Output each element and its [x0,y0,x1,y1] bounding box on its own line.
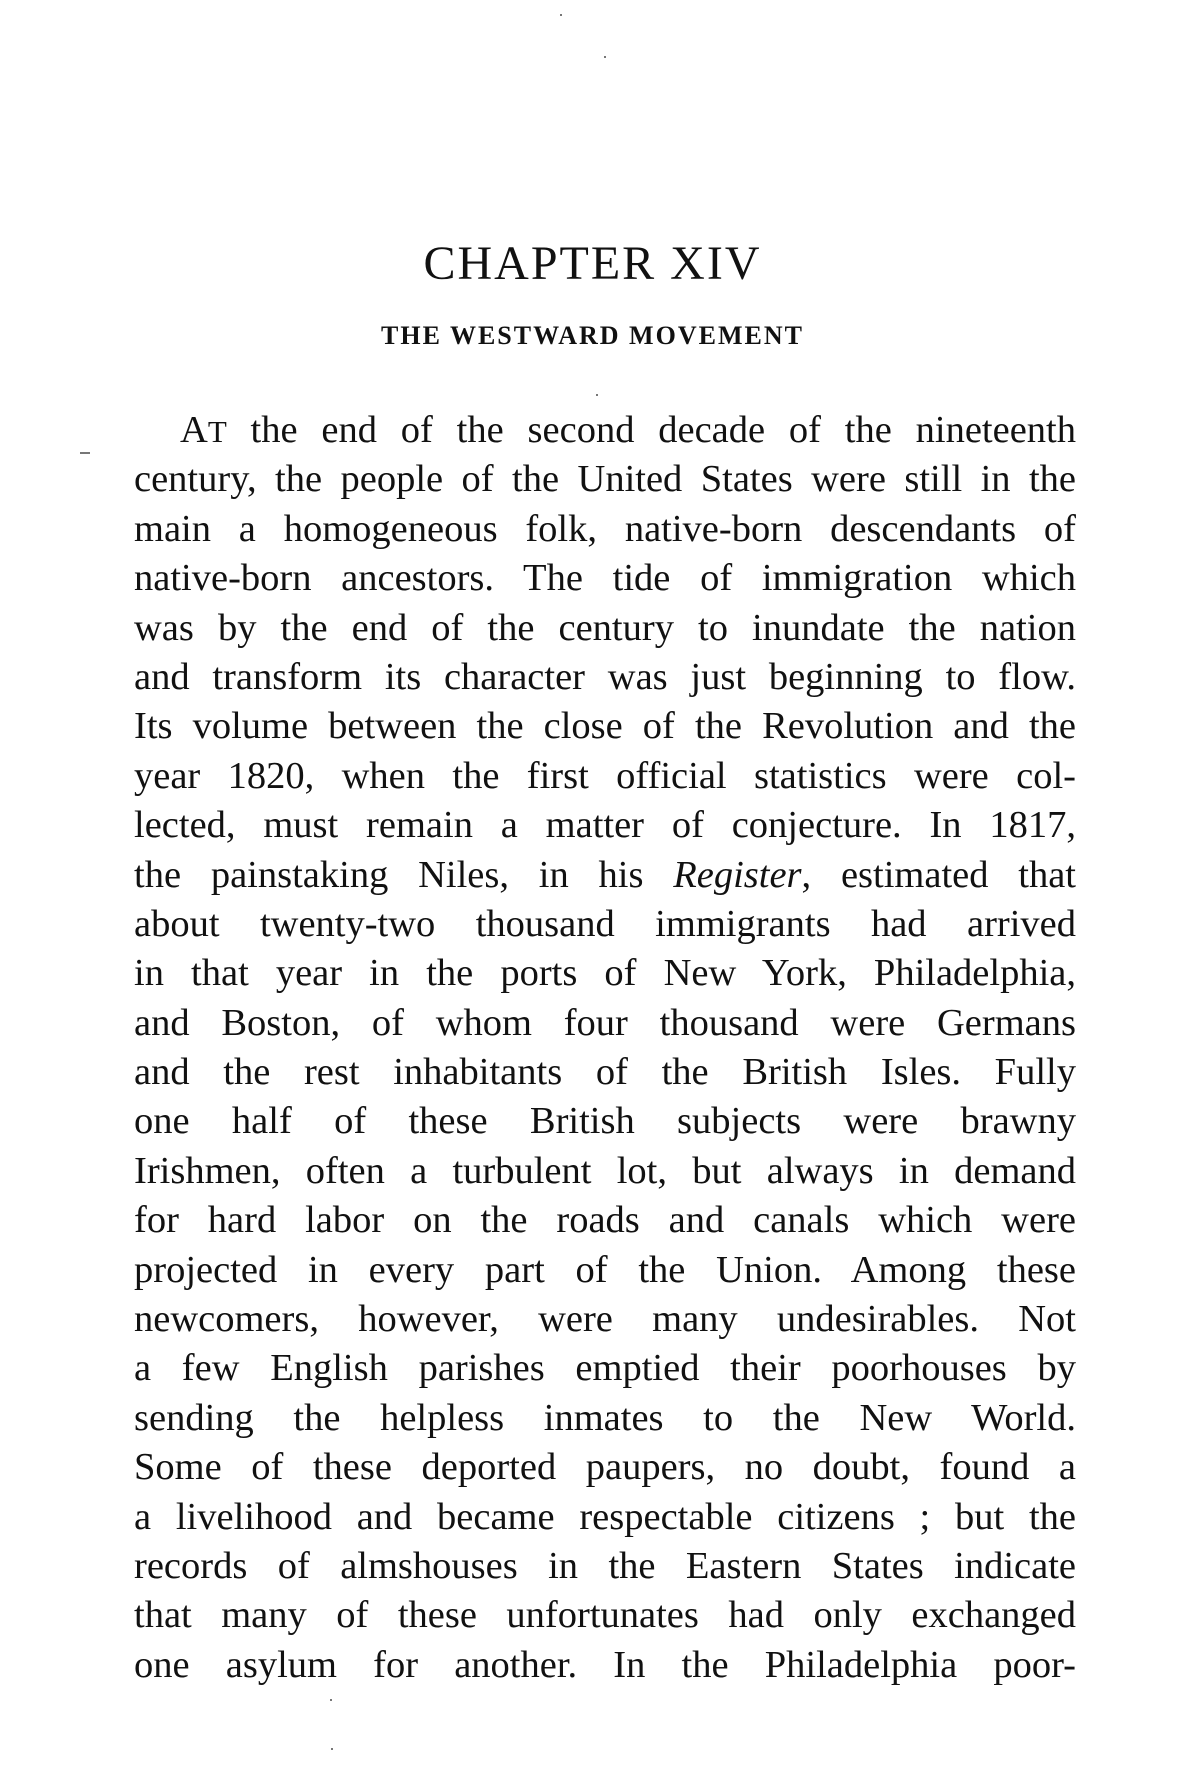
text-line-24: records of almshouses in the Eastern States indicate [134,1544,1076,1587]
text-line-13: and Boston, of whom four thousand were Germans [134,1001,1076,1044]
text-line-11: about twenty-two thousand immigrants had arrived [134,902,1076,945]
text-line-16: Irishmen, often a turbulent lot, but always in demand [134,1149,1076,1192]
speck [604,56,606,58]
chapter-title: THE WESTWARD MOVEMENT [381,321,804,350]
text-line-18: projected in every part of the Union. Among these [134,1248,1076,1291]
text-line-10 [134,851,1076,900]
register-title: Register [673,853,802,896]
text-line-9: lected, must remain a matter of conjecture. In 1817, [134,804,1076,847]
speck [331,1748,333,1750]
speck [80,452,90,454]
text-line-17: for hard labor on the roads and canals which were [134,1199,1076,1242]
text-line-21: sending the helpless inmates to the New World. [134,1396,1076,1439]
text-line-19: newcomers, however, were many undesirables. Not [134,1298,1076,1341]
speck [560,14,562,16]
text-line-12: in that year in the ports of New York, Philadelphia, [134,952,1076,995]
text-line-6: and transform its character was just beginning to flow. [134,655,1076,698]
speck [596,394,598,396]
text-line-22: Some of these deported paupers, no doubt, found a [134,1446,1076,1489]
text-line-2: century, the people of the United States were still in the [134,458,1076,501]
text-line-23: a livelihood and became respectable citizens ; but the [134,1495,1076,1538]
body-text [134,406,1076,1690]
text-line-25: that many of these unfortunates had only exchanged [134,1594,1076,1637]
text-line-5: was by the end of the century to inundate the nation [134,606,1076,649]
text-line-20: a few English parishes emptied their poorhouses by [134,1347,1076,1390]
line-1-text: the end of the second decade of the nineteenth [226,409,1076,451]
text-line-8: year 1820, when the first official statistics were col- [134,754,1076,797]
text-line-26: one asylum for another. In the Philadelphia poor- [134,1643,1076,1686]
text-line-7: Its volume between the close of the Revolution and the [134,705,1076,748]
text-line-15: one half of these British subjects were brawny [134,1100,1076,1143]
chapter-number: CHAPTER XIV [423,237,762,290]
line-10-start: the painstaking Niles, in his [134,853,674,896]
text-line-14: and the rest inhabitants of the British Isles. Fully [134,1051,1076,1094]
drop-cap: A [180,409,208,451]
line-10-end: , estimated that [801,853,1076,896]
text-line-4: native-born ancestors. The tide of immigration which [134,557,1076,600]
drop-cap-rest: T [207,414,227,449]
text-line-3: main a homogeneous folk, native-born descendants of [134,507,1076,550]
text-line-1 [134,406,1076,455]
speck [330,1699,332,1701]
